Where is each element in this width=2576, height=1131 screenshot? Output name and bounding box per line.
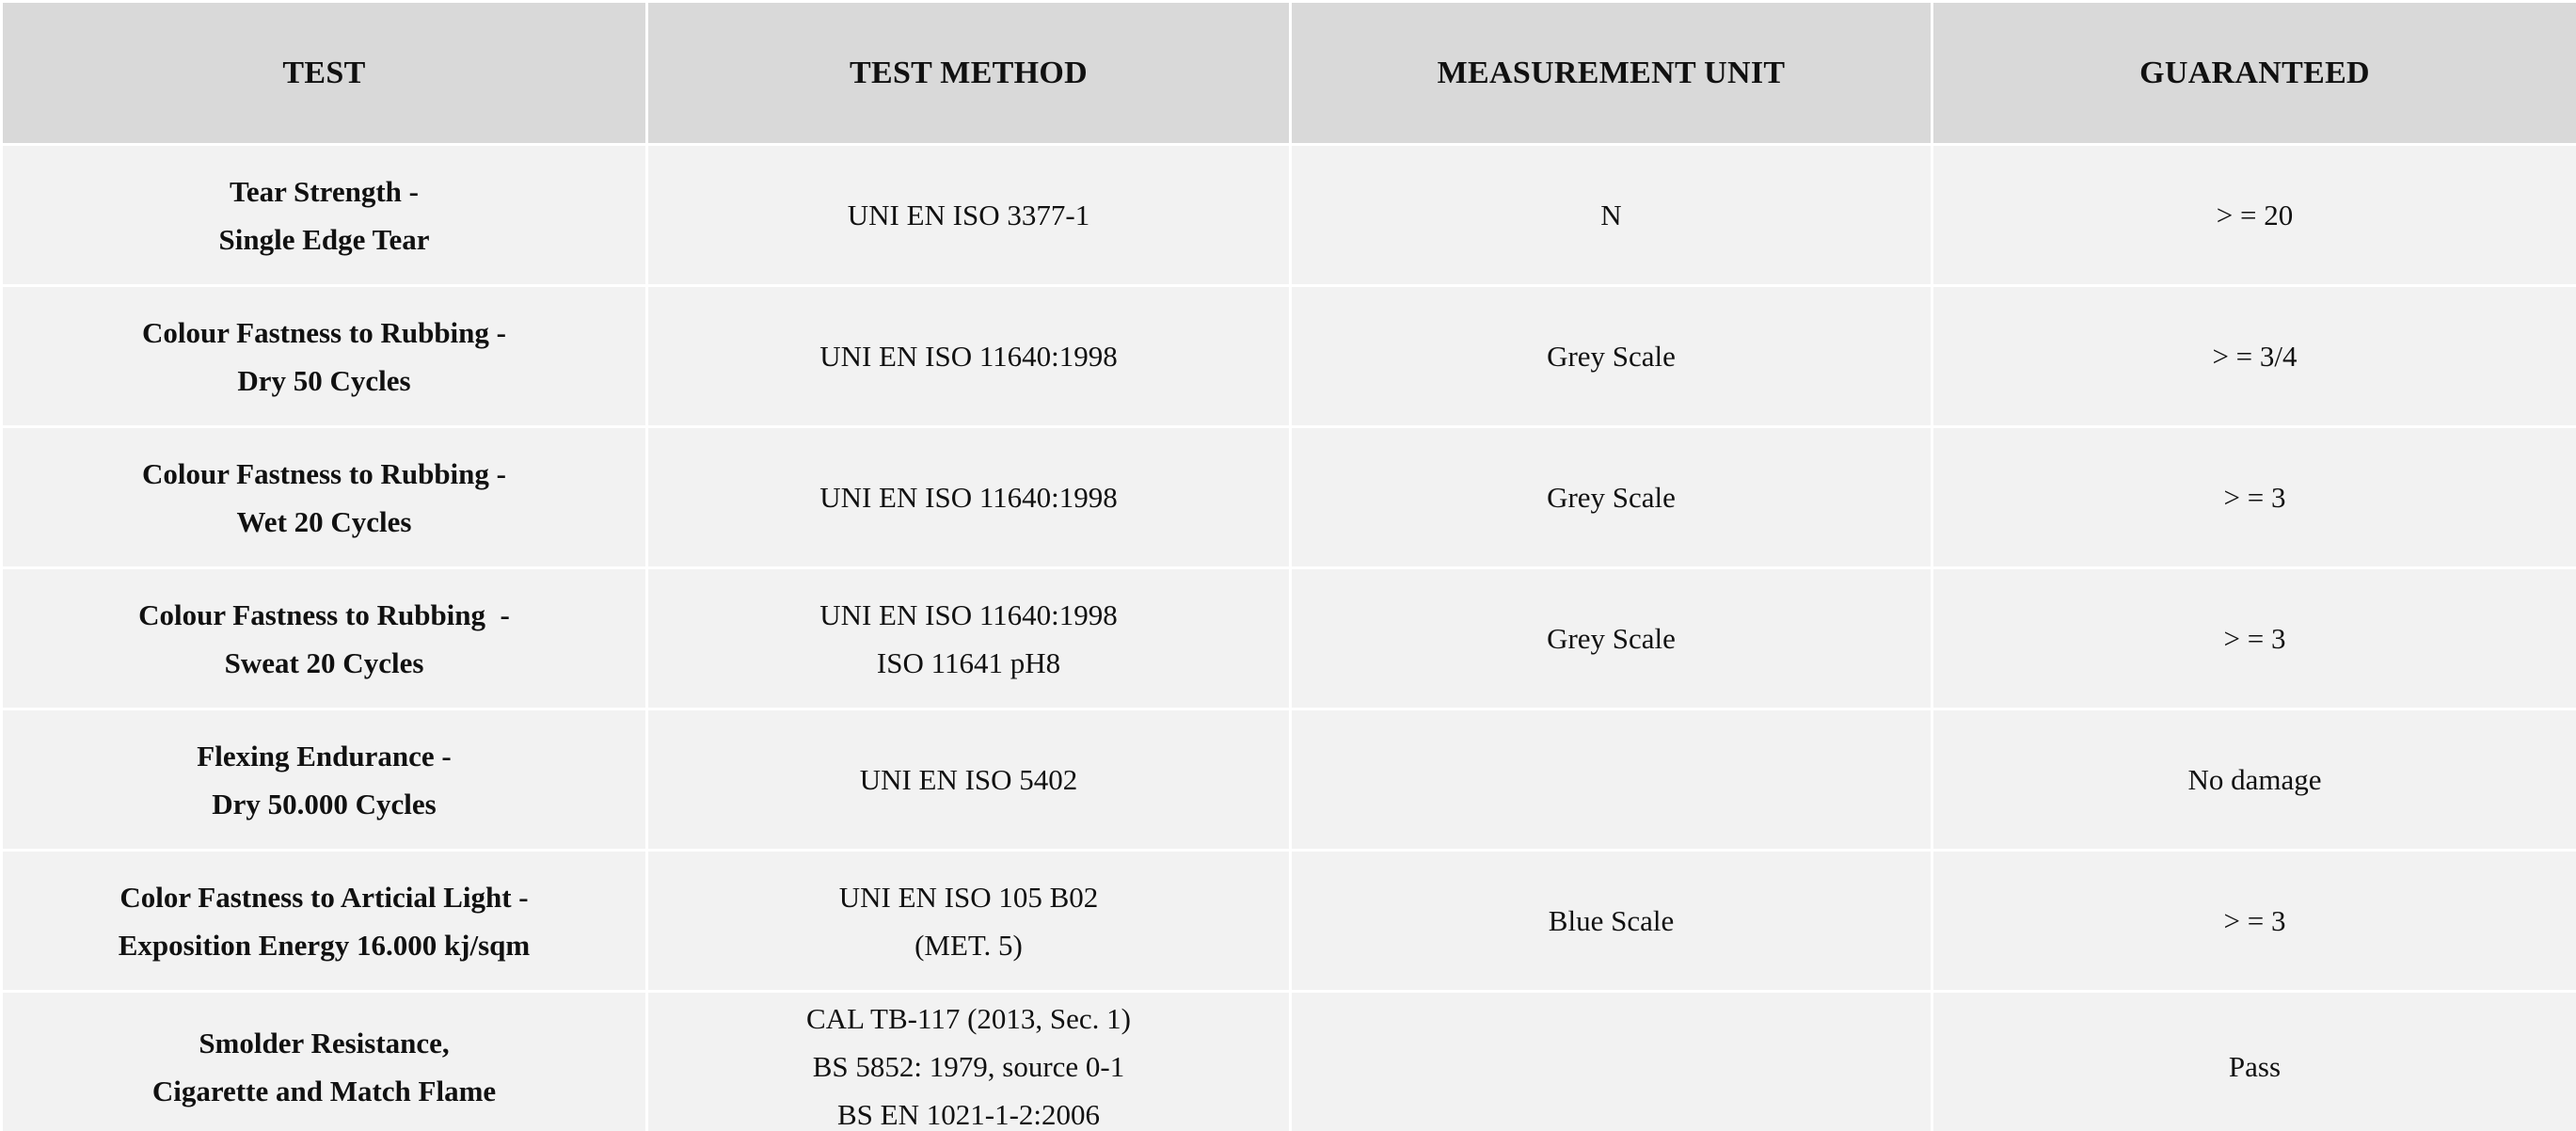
- test-method-cell: [647, 851, 1291, 992]
- test-method-line: UNI EN ISO 5402: [859, 763, 1078, 796]
- header-measurement-unit: MEASUREMENT UNIT: [1291, 2, 1932, 145]
- guaranteed-cell: > = 3: [1932, 427, 2576, 568]
- measurement-unit-cell: [1291, 992, 1932, 1131]
- guaranteed-cell: Pass: [1932, 992, 2576, 1131]
- header-test-method: TEST METHOD: [647, 2, 1291, 145]
- test-name-line: Colour Fastness to Rubbing -: [141, 315, 506, 349]
- test-name-cell: [2, 568, 647, 709]
- test-name-line: Smolder Resistance,: [199, 1026, 450, 1059]
- table-header-row: [2, 2, 2576, 145]
- test-name-cell: [2, 709, 647, 851]
- test-name-line: Dry 50 Cycles: [237, 363, 411, 397]
- table-row: [2, 992, 2576, 1131]
- table-row: [2, 851, 2576, 992]
- test-name-line: Cigarette and Match Flame: [151, 1074, 497, 1107]
- test-name-line: Colour Fastness to Rubbing -: [141, 456, 506, 490]
- test-name-line: Tear Strength -: [230, 174, 419, 208]
- test-name-line: Exposition Energy 16.000 kj/sqm: [118, 928, 531, 962]
- test-method-line: UNI EN ISO 3377-1: [847, 199, 1090, 231]
- test-name-cell: [2, 145, 647, 286]
- header-guaranteed: GUARANTEED: [1932, 2, 2576, 145]
- test-name-line: Sweat 20 Cycles: [224, 645, 424, 679]
- test-method-line: BS EN 1021-1-2:2006: [837, 1098, 1100, 1131]
- test-method-cell: [647, 709, 1291, 851]
- test-method-cell: [647, 992, 1291, 1131]
- guaranteed-cell: No damage: [1932, 709, 2576, 851]
- test-name-line: Wet 20 Cycles: [236, 504, 412, 538]
- test-method-line: UNI EN ISO 105 B02: [838, 880, 1099, 914]
- test-method-cell: [647, 427, 1291, 568]
- test-name-line: Color Fastness to Articial Light -: [119, 880, 529, 914]
- test-method-cell: [647, 568, 1291, 709]
- measurement-unit-cell: Grey Scale: [1291, 568, 1932, 709]
- table-row: [2, 145, 2576, 286]
- table-row: [2, 286, 2576, 427]
- guaranteed-cell: > = 3/4: [1932, 286, 2576, 427]
- test-name-cell: [2, 851, 647, 992]
- test-method-line: UNI EN ISO 11640:1998: [819, 481, 1118, 514]
- table-row: [2, 427, 2576, 568]
- test-method-line: CAL TB-117 (2013, Sec. 1): [806, 1002, 1131, 1035]
- test-method-cell: [647, 145, 1291, 286]
- guaranteed-cell: > = 20: [1932, 145, 2576, 286]
- test-name-cell: [2, 286, 647, 427]
- test-method-line: UNI EN ISO 11640:1998: [819, 340, 1118, 373]
- table-row: [2, 709, 2576, 851]
- header-test: TEST: [2, 2, 647, 145]
- measurement-unit-cell: Blue Scale: [1291, 851, 1932, 992]
- guaranteed-cell: > = 3: [1932, 851, 2576, 992]
- test-method-line: (MET. 5): [914, 928, 1023, 962]
- measurement-unit-cell: N: [1291, 145, 1932, 286]
- test-name-line: Single Edge Tear: [218, 222, 430, 256]
- test-method-line: BS 5852: 1979, source 0-1: [812, 1050, 1125, 1083]
- test-method-line: UNI EN ISO 11640:1998: [819, 597, 1118, 631]
- test-name-cell: [2, 992, 647, 1131]
- test-name-line: Colour Fastness to Rubbing -: [138, 597, 510, 631]
- guaranteed-cell: > = 3: [1932, 568, 2576, 709]
- measurement-unit-cell: Grey Scale: [1291, 286, 1932, 427]
- table-row: [2, 568, 2576, 709]
- test-name-line: Dry 50.000 Cycles: [212, 787, 437, 820]
- measurement-unit-cell: Grey Scale: [1291, 427, 1932, 568]
- test-method-line: ISO 11641 pH8: [876, 645, 1061, 679]
- test-name-cell: [2, 427, 647, 568]
- test-name-line: Flexing Endurance -: [197, 739, 452, 773]
- test-method-cell: [647, 286, 1291, 427]
- measurement-unit-cell: [1291, 709, 1932, 851]
